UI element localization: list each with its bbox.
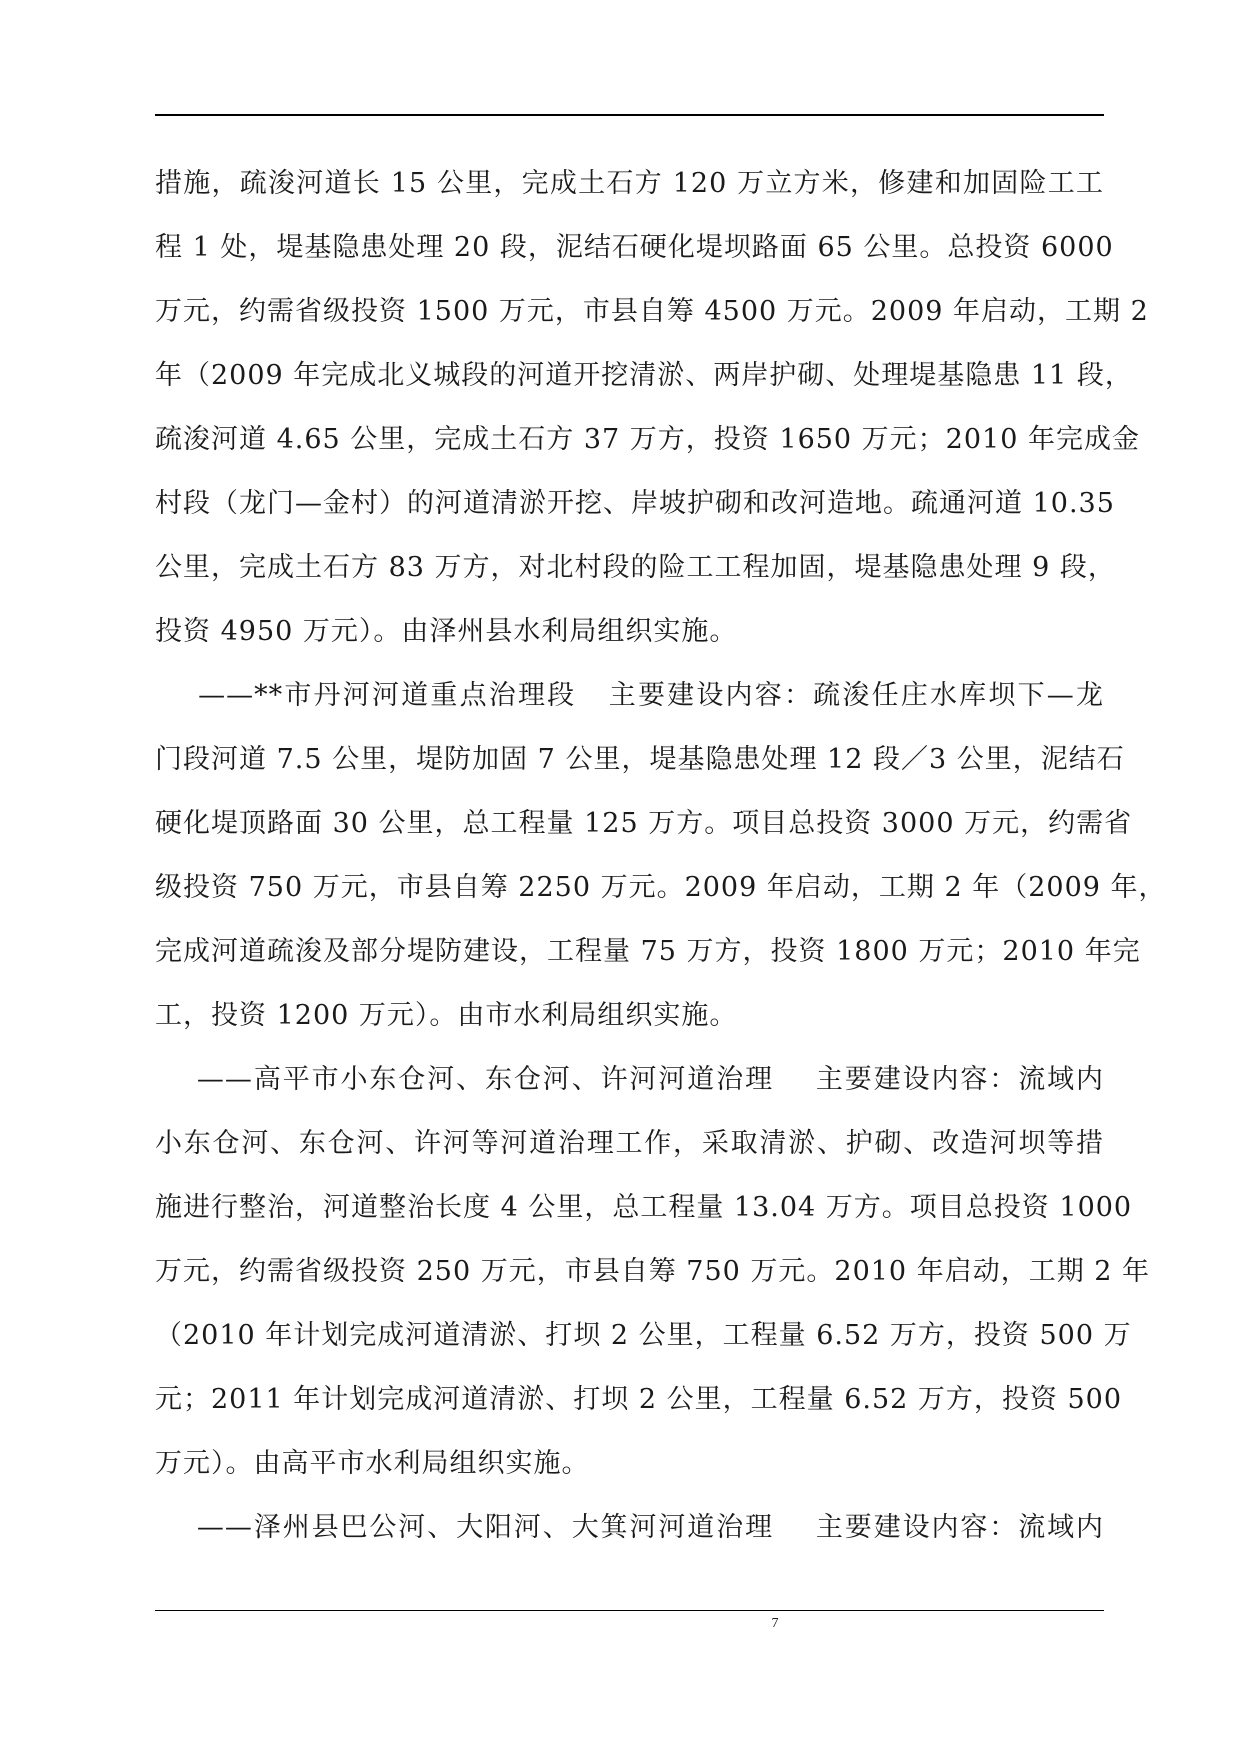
text-line: 程 1 处，堤基隐患处理 20 段，泥结石硬化堤坝路面 65 公里。总投资 6000 [155, 232, 1114, 263]
text-line: 投资 4950 万元）。由泽州县水利局组织实施。 [155, 616, 738, 647]
page-number: 7 [771, 1616, 779, 1631]
text-line: 万元，约需省级投资 1500 万元，市县自筹 4500 万元。2009 年启动，工期 2 [155, 296, 1149, 327]
text-line: ——泽州县巴公河、大阳河、大箕河河道治理 主要建设内容：流域内 [155, 1512, 1104, 1543]
text-line: 元；2011 年计划完成河道清淤、打坝 2 公里，工程量 6.52 万方，投资 500 [155, 1384, 1123, 1415]
text-line: 疏浚河道 4.65 公里，完成土石方 37 万方，投资 1650 万元；2010 年完成金 [155, 424, 1140, 455]
text-line: 年（2009 年完成北义城段的河道开挖清淤、两岸护砌、处理堤基隐患 11 段， [155, 360, 1133, 391]
text-line: 万元，约需省级投资 250 万元，市县自筹 750 万元。2010 年启动，工期 2 年 [155, 1256, 1151, 1287]
text-line: 工，投资 1200 万元）。由市水利局组织实施。 [155, 1000, 738, 1031]
text-line: 完成河道疏浚及部分堤防建设，工程量 75 万方，投资 1800 万元；2010 年完 [155, 936, 1141, 967]
text-line: 门段河道 7.5 公里，堤防加固 7 公里，堤基隐患处理 12 段／3 公里，泥结石 [155, 744, 1125, 775]
text-line: （2010 年计划完成河道清淤、打坝 2 公里，工程量 6.52 万方，投资 500 万 [155, 1320, 1132, 1351]
text-line: ——高平市小东仓河、东仓河、许河河道治理 主要建设内容：流域内 [155, 1064, 1104, 1095]
text-line: 万元）。由高平市水利局组织实施。 [155, 1448, 590, 1479]
text-line: 措施，疏浚河道长 15 公里，完成土石方 120 万立方米，修建和加固险工工 [155, 168, 1104, 199]
text-line: 施进行整治，河道整治长度 4 公里，总工程量 13.04 万方。项目总投资 1000 [155, 1192, 1133, 1223]
header-rule [155, 114, 1104, 116]
text-line: 公里，完成土石方 83 万方，对北村段的险工工程加固，堤基隐患处理 9 段， [155, 552, 1116, 583]
text-line: ——**市丹河河道重点治理段 主要建设内容：疏浚任庄水库坝下—龙 [155, 680, 1104, 711]
text-line: 小东仓河、东仓河、许河等河道治理工作，采取清淤、护砌、改造河坝等措 [155, 1128, 1104, 1159]
text-line: 硬化堤顶路面 30 公里，总工程量 125 万方。项目总投资 3000 万元，约需省 [155, 808, 1133, 839]
footer-rule [155, 1610, 1104, 1611]
document-body [155, 152, 1167, 1560]
text-line: 级投资 750 万元，市县自筹 2250 万元。2009 年启动，工期 2 年（2009 年， [155, 872, 1167, 903]
text-line: 村段（龙门—金村）的河道清淤开挖、岸坡护砌和改河造地。疏通河道 10.35 [155, 488, 1115, 519]
